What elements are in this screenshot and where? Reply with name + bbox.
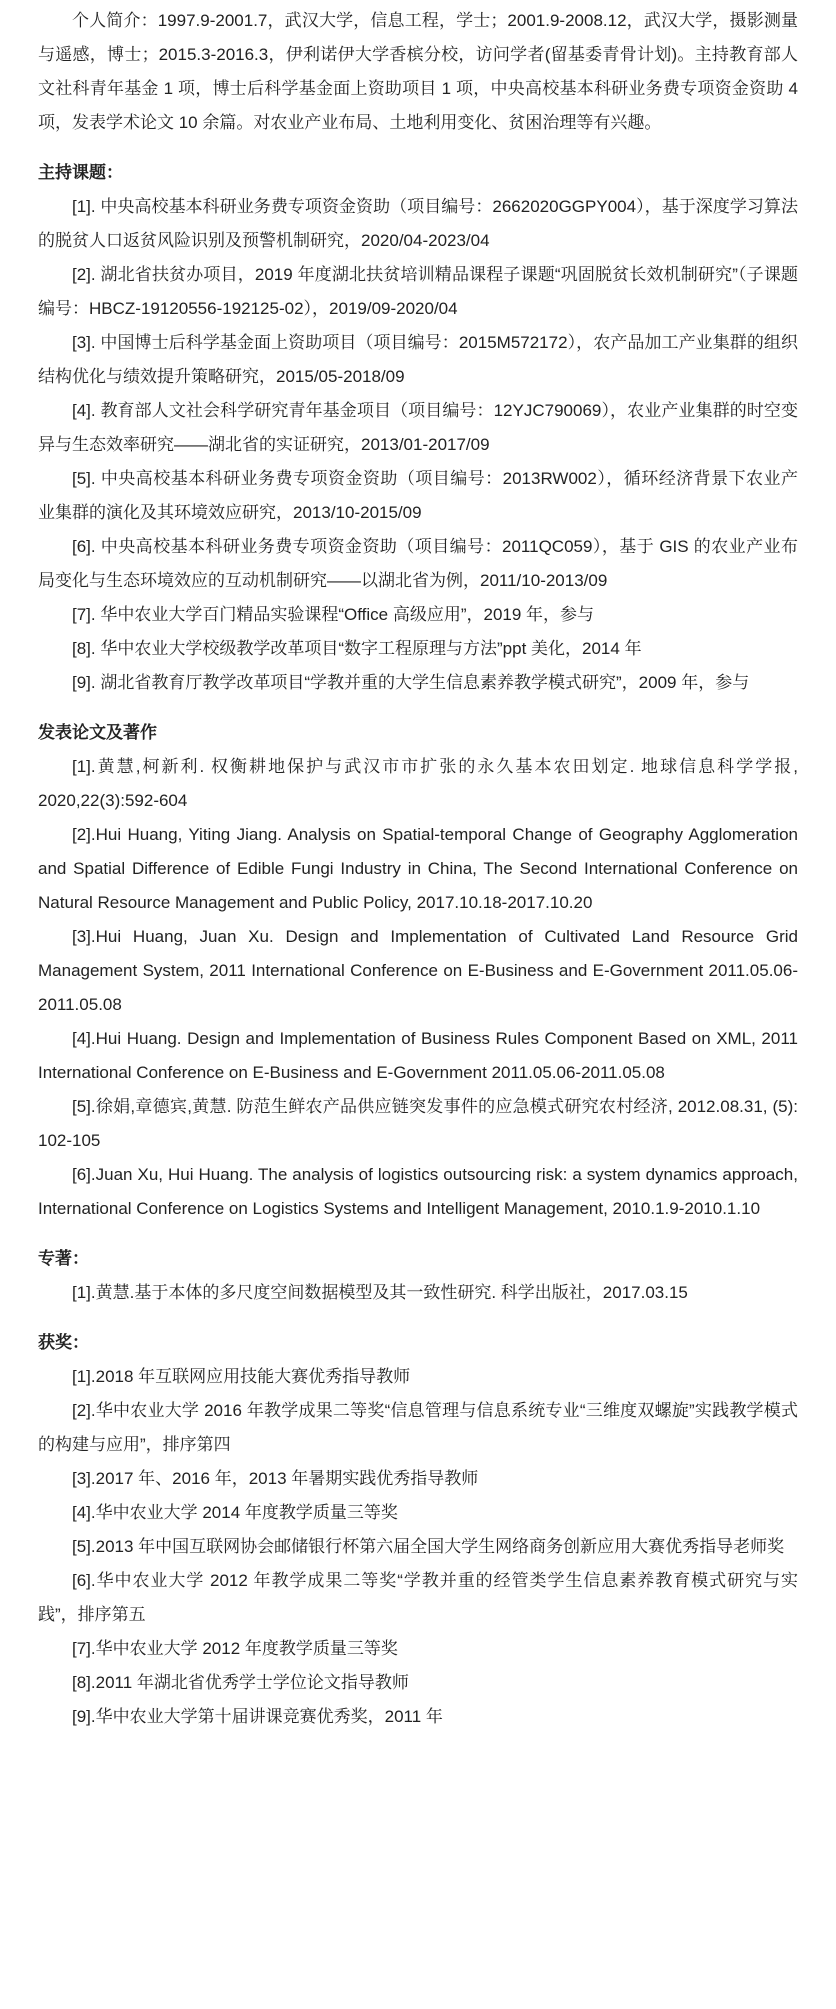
award-item: [9].华中农业大学第十届讲课竞赛优秀奖，2011 年 — [72, 1707, 443, 1726]
project-item: [1]. 中央高校基本科研业务费专项资金资助（项目编号：2662020GGPY004），基于深度学习算法的脱贫人口返贫风险识别及预警机制研究，2020/04-2023/04 — [38, 197, 798, 250]
project-item: [6]. 中央高校基本科研业务费专项资金资助（项目编号：2011QC059），基于 GIS 的农业产业布局变化与生态环境效应的互动机制研究——以湖北省为例，2011/10-2013/09 — [38, 537, 798, 590]
project-item: [4]. 教育部人文社会科学研究青年基金项目（项目编号：12YJC790069），农业产业集群的时空变异与生态效率研究——湖北省的实证研究，2013/01-2017/09 — [38, 401, 798, 454]
bio-paragraph: 个人简介：1997.9-2001.7，武汉大学，信息工程，学士；2001.9-2008.12，武汉大学，摄影测量与遥感，博士；2015.3-2016.3，伊利诺伊大学香槟分校，访问学者(留基委青骨计划)。主持教育部人文社科青年基金 1 项，博士后科学基金面上资助项目 1 项，中央高校基本科研业务费专项资金资助 4 项，发表学术论文 10 余篇。对农业产业布局、土地利用变化、贫困治理等有兴趣。 — [38, 11, 798, 132]
publication-item: [1].黄慧,柯新利. 权衡耕地保护与武汉市市扩张的永久基本农田划定. 地球信息科学学报, 2020,22(3):592-604 — [38, 757, 798, 810]
publication-item: [3].Hui Huang, Juan Xu. Design and Implementation of Cultivated Land Resource Grid Management System, 2011 International Conference on E-Business and E-Government 2011.05.06-2011.05.08 — [38, 927, 798, 1014]
monograph-item: [1].黄慧.基于本体的多尺度空间数据模型及其一致性研究. 科学出版社，2017.03.15 — [72, 1283, 688, 1302]
section-hosted-projects — [38, 156, 798, 700]
award-item: [7].华中农业大学 2012 年度教学质量三等奖 — [72, 1639, 398, 1658]
publication-item: [4].Hui Huang. Design and Implementation of Business Rules Component Based on XML, 2011 International Conference on E-Business and E-Government 2011.05.06-2011.05.08 — [38, 1029, 798, 1082]
section-monograph — [38, 1242, 798, 1310]
award-item: [4].华中农业大学 2014 年度教学质量三等奖 — [72, 1503, 398, 1522]
publication-item: [5].徐娟,章德宾,黄慧. 防范生鲜农产品供应链突发事件的应急模式研究农村经济, 2012.08.31, (5): 102-105 — [38, 1097, 798, 1150]
project-item: [9]. 湖北省教育厅教学改革项目“学教并重的大学生信息素养教学模式研究”，2009 年，参与 — [72, 673, 750, 692]
project-item: [2]. 湖北省扶贫办项目，2019 年度湖北扶贫培训精品课程子课题“巩固脱贫长效机制研究”（子课题编号：HBCZ-19120556-192125-02），2019/09-2020/04 — [38, 265, 798, 318]
project-item: [7]. 华中农业大学百门精品实验课程“Office 高级应用”，2019 年，参与 — [72, 605, 595, 624]
section-heading-publications: 发表论文及著作 — [38, 723, 157, 742]
project-item: [8]. 华中农业大学校级教学改革项目“数字工程原理与方法”ppt 美化，2014 年 — [72, 639, 642, 658]
publication-item: [2].Hui Huang, Yiting Jiang. Analysis on Spatial-temporal Change of Geography Agglomeration and Spatial Difference of Edible Fungi Industry in China, The Second International Conference on Natural Resource Management and Public Policy, 2017.10.18-2017.10.20 — [38, 825, 798, 912]
award-item: [1].2018 年互联网应用技能大赛优秀指导教师 — [72, 1367, 411, 1386]
section-awards — [38, 1326, 798, 1734]
award-item: [8].2011 年湖北省优秀学士学位论文指导教师 — [72, 1673, 409, 1692]
section-heading-awards: 获奖： — [38, 1333, 89, 1352]
project-item: [3]. 中国博士后科学基金面上资助项目（项目编号：2015M572172），农产品加工产业集群的组织结构优化与绩效提升策略研究，2015/05-2018/09 — [38, 333, 798, 386]
section-heading-monograph: 专著： — [38, 1249, 89, 1268]
award-item: [6].华中农业大学 2012 年教学成果二等奖“学教并重的经管类学生信息素养教育模式研究与实践”，排序第五 — [38, 1571, 798, 1624]
project-item: [5]. 中央高校基本科研业务费专项资金资助（项目编号：2013RW002），循环经济背景下农业产业集群的演化及其环境效应研究，2013/10-2015/09 — [38, 469, 798, 522]
award-item: [2].华中农业大学 2016 年教学成果二等奖“信息管理与信息系统专业“三维度双螺旋”实践教学模式的构建与应用”，排序第四 — [38, 1401, 798, 1454]
section-heading-hosted-projects: 主持课题： — [38, 163, 123, 182]
award-item: [5].2013 年中国互联网协会邮储银行杯第六届全国大学生网络商务创新应用大赛优秀指导老师奖 — [72, 1537, 785, 1556]
publication-item: [6].Juan Xu, Hui Huang. The analysis of logistics outsourcing risk: a system dynamics approach, International Conference on Logistics Systems and Intelligent Management, 2010.1.9-2010.1.10 — [38, 1165, 798, 1218]
award-item: [3].2017 年、2016 年，2013 年暑期实践优秀指导教师 — [72, 1469, 479, 1488]
section-publications — [38, 716, 798, 1226]
